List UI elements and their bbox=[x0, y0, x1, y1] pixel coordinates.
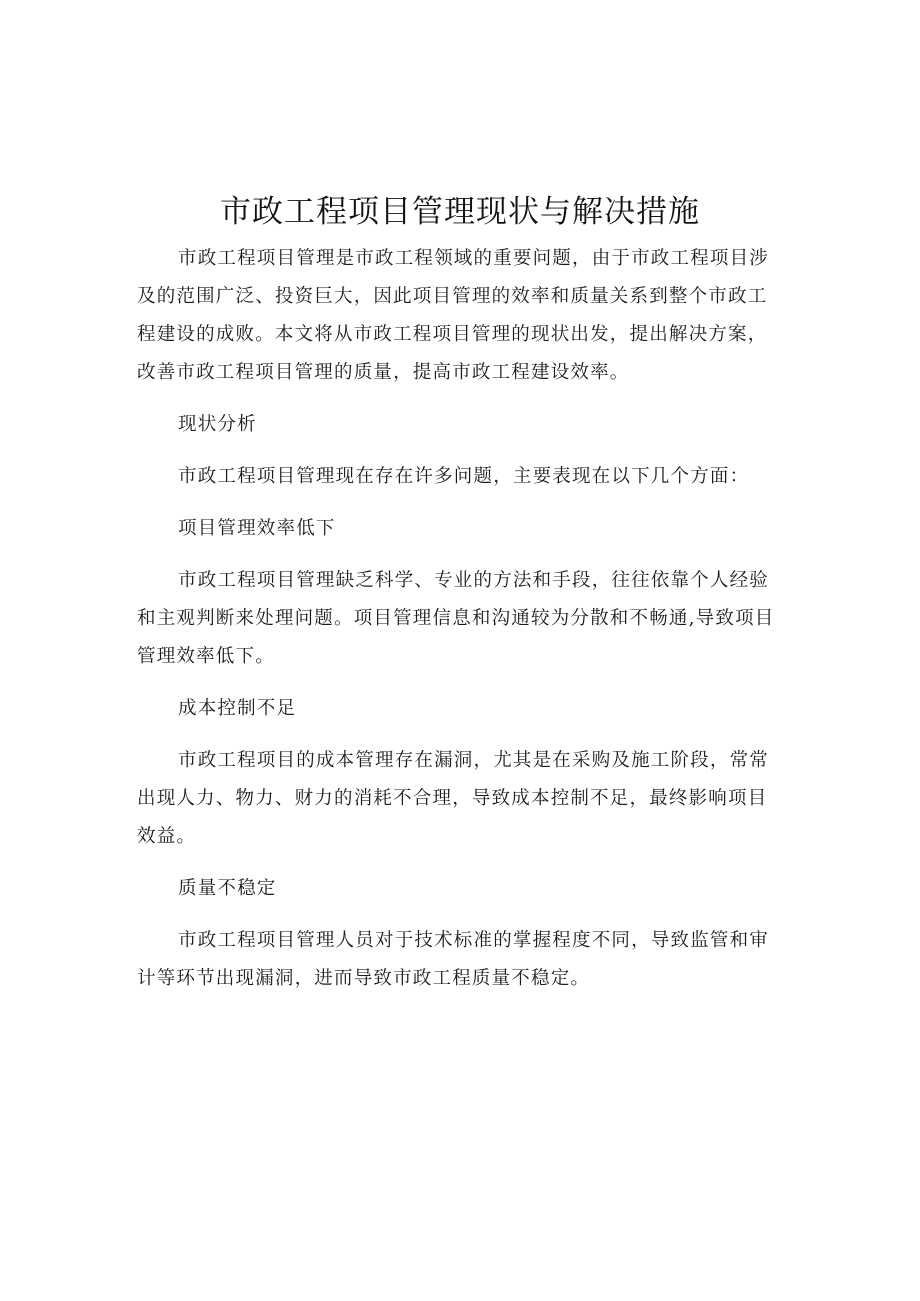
document-title: 市政工程项目管理现状与解决措施 bbox=[220, 194, 700, 230]
section-heading-status: 现状分析 bbox=[178, 414, 257, 435]
document-body bbox=[137, 240, 785, 998]
intro-paragraph: 市政工程项目管理是市政工程领域的重要问题，由于市政工程项目涉及的范围广泛、投资巨大，因此项目管理的效率和质量关系到整个市政工程建设的成败。本文将从市政工程项目管理的现状出发，提出解决方案，改善市政工程项目管理的质量，提高市政工程建设效率。 bbox=[137, 248, 770, 383]
cost-paragraph: 市政工程项目的成本管理存在漏洞，尤其是在采购及施工阶段，常常出现人力、物力、财力的消耗不合理，导致成本控制不足，最终影响项目效益。 bbox=[137, 750, 770, 847]
status-paragraph: 市政工程项目管理现在存在许多问题，主要表现在以下几个方面： bbox=[178, 466, 750, 487]
section-heading-cost: 成本控制不足 bbox=[178, 698, 297, 719]
section-heading-efficiency: 项目管理效率低下 bbox=[178, 518, 336, 539]
quality-paragraph: 市政工程项目管理人员对于技术标准的掌握程度不同，导致监管和审计等环节出现漏洞，进而导致市政工程质量不稳定。 bbox=[137, 930, 770, 989]
section-heading-quality: 质量不稳定 bbox=[178, 878, 277, 899]
efficiency-paragraph: 市政工程项目管理缺乏科学、专业的方法和手段，往往依靠个人经验和主观判断来处理问题。项目管理信息和沟通较为分散和不畅通,导致项目管理效率低下。 bbox=[137, 570, 775, 667]
